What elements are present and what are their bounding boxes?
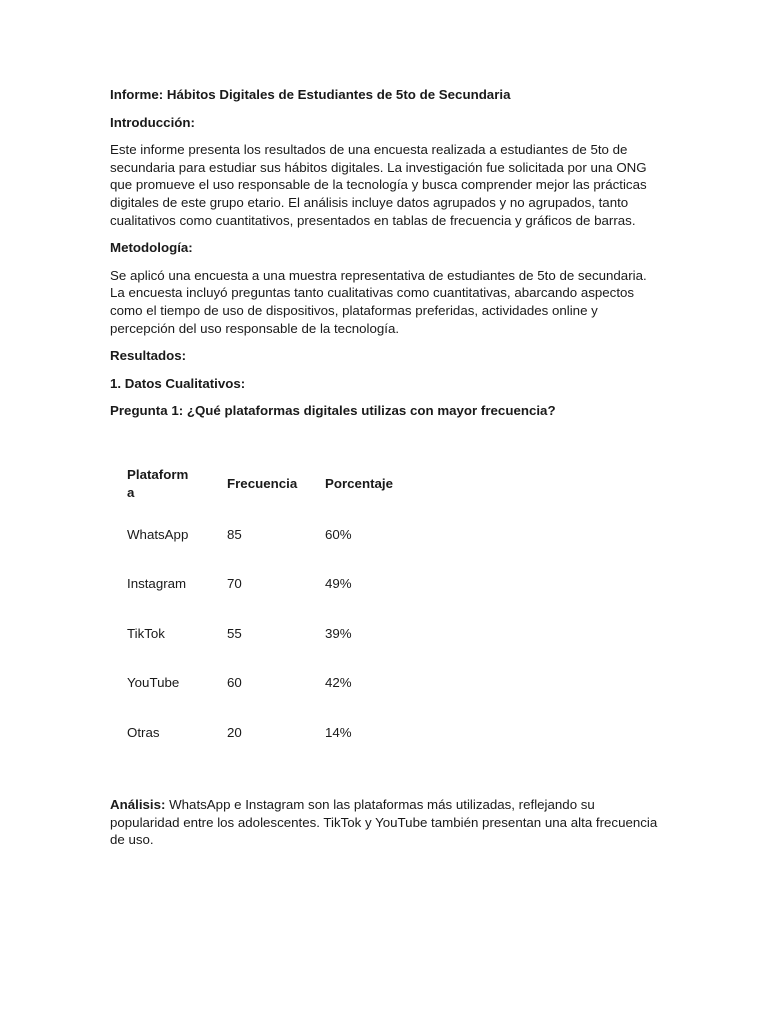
cell-percentage: 39% — [325, 625, 352, 641]
cell-platform: Instagram — [127, 576, 187, 592]
document-title: Informe: Hábitos Digitales de Estudiantes de 5to de Secundaria — [110, 87, 511, 102]
intro-paragraph: Este informe presenta los resultados de una encuesta realizada a estudiantes de 5to de secundaria para estudiar sus hábitos digitales. La investigación fue solicitada por una ONG que promueve el uso responsable de la tecnología y busca comprender mejor las prácticas digitales de este grupo etario. El análisis incluye datos agrupados y no agrupados, tanto cualitativos como cuantitativos, presentados en tablas de frecuencia y gráficos de barras. — [110, 142, 647, 228]
analysis-label: Análisis: — [110, 797, 166, 812]
cell-frequency: 55 — [227, 625, 242, 641]
table-header-row — [127, 466, 415, 502]
intro-heading: Introducción: — [110, 114, 195, 130]
cell-frequency: 85 — [227, 526, 242, 542]
cell-platform: TikTok — [127, 625, 165, 641]
frequency-table — [127, 466, 415, 758]
table-row — [127, 659, 415, 709]
cell-frequency: 60 — [227, 675, 242, 691]
cell-percentage: 49% — [325, 576, 352, 592]
cell-percentage: 14% — [325, 724, 352, 740]
cell-platform: WhatsApp — [127, 526, 189, 542]
header-platform: Plataform a — [127, 467, 189, 500]
header-frequency: Frecuencia — [227, 476, 298, 492]
method-paragraph: Se aplicó una encuesta a una muestra representativa de estudiantes de 5to de secundaria. La encuesta incluyó preguntas tanto cualitativas como cuantitativas, abarcando aspectos como el tiempo de uso de dispositivos, plataformas preferidas, actividades online y percepción del uso responsable de la tecnología. — [110, 267, 647, 336]
document-body — [110, 86, 658, 420]
cell-frequency: 20 — [227, 724, 242, 740]
analysis-text: WhatsApp e Instagram son las plataformas más utilizadas, reflejando su popularidad entre los adolescentes. TikTok y YouTube también presentan una alta frecuencia de uso. — [110, 797, 658, 848]
analysis-paragraph — [110, 796, 658, 849]
results-heading: Resultados: — [110, 348, 187, 364]
cell-platform: YouTube — [127, 675, 180, 691]
question-1: Pregunta 1: ¿Qué plataformas digitales utilizas con mayor frecuencia? — [110, 403, 556, 419]
cell-platform: Otras — [127, 724, 160, 740]
table-row — [127, 502, 415, 560]
method-heading: Metodología: — [110, 240, 193, 256]
table-row — [127, 560, 415, 610]
cell-percentage: 42% — [325, 675, 352, 691]
table-row — [127, 708, 415, 758]
header-percentage: Porcentaje — [325, 476, 393, 492]
cell-percentage: 60% — [325, 526, 352, 542]
table-row — [127, 609, 415, 659]
cell-frequency: 70 — [227, 576, 242, 592]
qualitative-heading: 1. Datos Cualitativos: — [110, 375, 246, 391]
